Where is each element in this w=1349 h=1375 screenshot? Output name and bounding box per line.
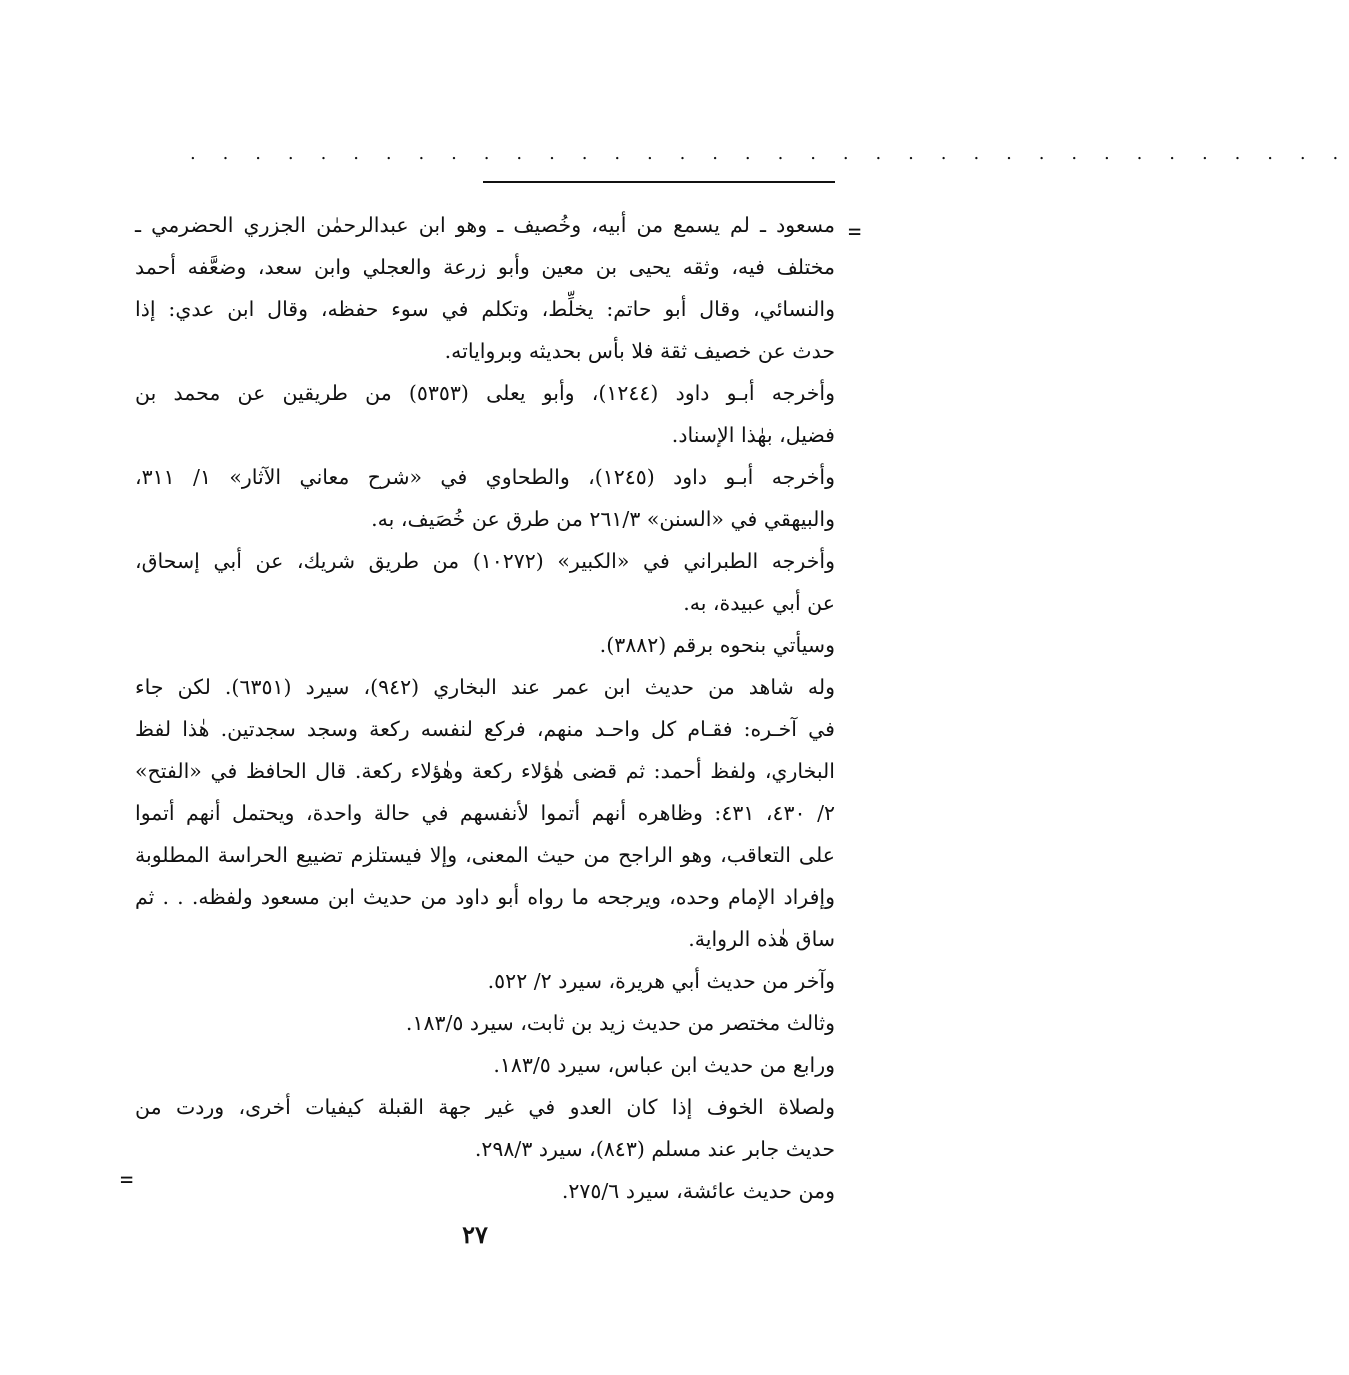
text-line: وأخرجه أبـو داود (١٢٤٥)، والطحاوي في «شرح معاني الآثار» ١/ ٣١١، — [135, 465, 835, 489]
text-line: على التعاقب، وهو الراجح من حيث المعنى، وإلا فيستلزم تضييع الحراسة المطلوبة — [135, 843, 835, 867]
text-line: ومن حديث عائشة، سيرد ٢٧٥/٦. — [561, 1179, 835, 1203]
text-line: البخاري، ولفظ أحمد: ثم قضى هٰؤلاء ركعة وهٰؤلاء ركعة. قال الحافظ في «الفتح» — [135, 759, 835, 783]
page-number: ٢٧ — [462, 1220, 488, 1249]
text-line: في آخـره: فقـام كل واحـد منهم، فركع لنفسه ركعة وسجد سجدتين. هٰذا لفظ — [135, 717, 835, 741]
leader-dots: . . . . . . . . . . . . . . . . . . . . . . . . . . . . . . . . . . . . — [190, 143, 1349, 164]
continuation-mark-bottom: = — [120, 1168, 134, 1193]
text-line: وسيأتي بنحوه برقم (٣٨٨٢). — [599, 633, 835, 657]
footnote-body — [135, 207, 835, 1207]
text-line: حدث عن خصيف ثقة فلا بأس بحديثه وبرواياته. — [444, 339, 835, 363]
text-line: والنسائي، وقال أبو حاتم: يخلِّط، وتكلم في سوء حفظه، وقال ابن عدي: إذا — [135, 297, 835, 321]
text-line: مسعود ـ لم يسمع من أبيه، وخُصيف ـ وهو ابن عبدالرحمٰن الجزري الحضرمي ـ — [135, 213, 835, 237]
text-line: وأخرجه أبـو داود (١٢٤٤)، وأبو يعلى (٥٣٥٣) من طريقين عن محمد بن — [135, 381, 835, 405]
text-line: ورابع من حديث ابن عباس، سيرد ١٨٣/٥. — [493, 1053, 835, 1077]
text-line: وأخرجه الطبراني في «الكبير» (١٠٢٧٢) من طريق شريك، عن أبي إسحاق، — [135, 549, 835, 573]
text-line: عن أبي عبيدة، به. — [683, 591, 835, 615]
text-line: فضيل، بهٰذا الإسناد. — [671, 423, 835, 447]
footnote-separator-rule — [483, 181, 835, 183]
text-line: ولصلاة الخوف إذا كان العدو في غير جهة القبلة كيفيات أخرى، وردت من — [135, 1095, 835, 1119]
text-line: والبيهقي في «السنن» ٢٦١/٣ من طرق عن خُصَيف، به. — [371, 507, 835, 531]
text-line: مختلف فيه، وثقه يحيى بن معين وأبو زرعة والعجلي وابن سعد، وضعَّفه أحمد — [135, 255, 835, 279]
text-line: وآخر من حديث أبي هريرة، سيرد ٢/ ٥٢٢. — [487, 969, 835, 993]
continuation-mark-top: = — [848, 220, 862, 245]
text-line: وإفراد الإمام وحده، ويرجحه ما رواه أبو داود من حديث ابن مسعود ولفظه. . . ثم — [135, 885, 835, 909]
text-line: ٢/ ٤٣٠، ٤٣١: وظاهره أنهم أتموا لأنفسهم في حالة واحدة، ويحتمل أنهم أتموا — [135, 801, 835, 825]
text-line: وله شاهد من حديث ابن عمر عند البخاري (٩٤٢)، سيرد (٦٣٥١). لكن جاء — [135, 675, 835, 699]
text-line: ساق هٰذه الرواية. — [688, 927, 835, 951]
text-line: وثالث مختصر من حديث زيد بن ثابت، سيرد ١٨٣/٥. — [405, 1011, 835, 1035]
text-line: حديث جابر عند مسلم (٨٤٣)، سيرد ٢٩٨/٣. — [474, 1137, 835, 1161]
